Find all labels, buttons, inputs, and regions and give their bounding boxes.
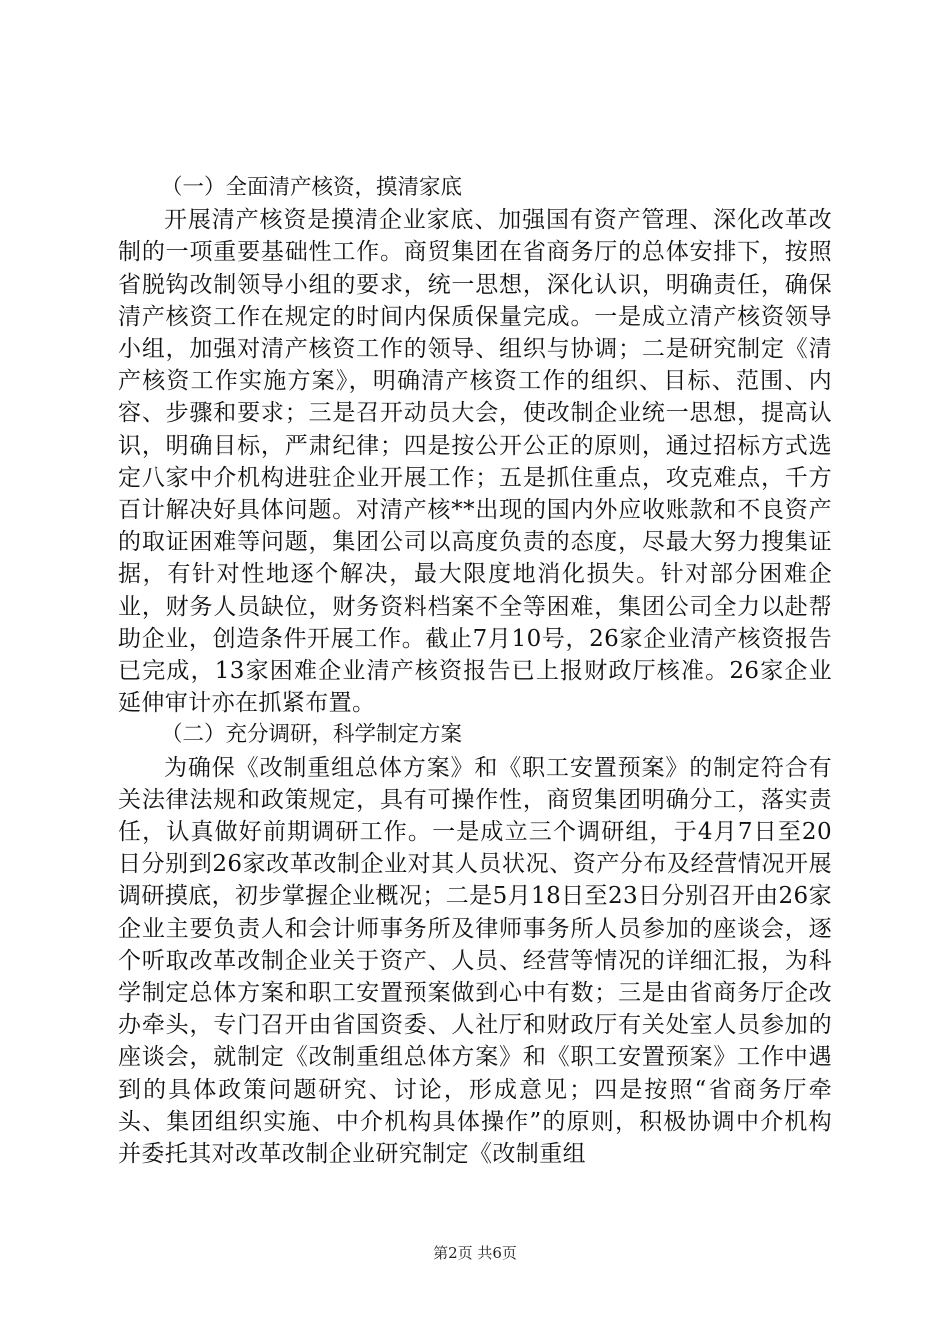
document-body — [118, 172, 832, 1170]
section-1-heading: （一）全面清产核资，摸清家底 — [161, 175, 463, 200]
page-footer: 第2页 共6页 — [433, 1244, 517, 1262]
section-2-paragraph: 为确保《改制重组总体方案》和《职工安置预案》的制定符合有关法律法规和政策规定，具有可操作性，商贸集团明确分工，落实责任，认真做好前期调研工作。一是成立三个调研组，于4月7日至20日分别到26家改革改制企业对其人员状况、资产分布及经营情况开展调研摸底，初步掌握企业概况；二是5月18日至23日分别召开由26家企业主要负责人和会计师事务所及律师事务所人员参加的座谈会，逐个听取改革改制企业关于资产、人员、经营等情况的详细汇报，为科学制定总体方案和职工安置预案做到心中有数；三是由省商务厅企改办牵头，专门召开由省国资委、人社厅和财政厅有关处室人员参加的座谈会，就制定《改制重组总体方案》和《职工安置预案》工作中遇到的具体政策问题研究、讨论，形成意见；四是按照“省商务厅牵头、集团组织实施、中介机构具体操作”的原则，积极协调中介机构并委托其对改革改制企业研究制定《改制重组 — [118, 754, 832, 1168]
section-1-paragraph: 开展清产核资是摸清企业家底、加强国有资产管理、深化改革改制的一项重要基础性工作。商贸集团在省商务厅的总体安排下，按照省脱钩改制领导小组的要求，统一思想，深化认识，明确责任，确保清产核资工作在规定的时间内保质保量完成。一是成立清产核资领导小组，加强对清产核资工作的领导、组织与协调；二是研究制定《清产核资工作实施方案》，明确清产核资工作的组织、目标、范围、内容、步骤和要求；三是召开动员大会，使改制企业统一思想，提高认识，明确目标，严肃纪律；四是按公开公正的原则，通过招标方式选定八家中介机构进驻企业开展工作；五是抓住重点，攻克难点，千方百计解决好具体问题。对清产核**出现的国内外应收账款和不良资产的取证困难等问题，集团公司以高度负责的态度，尽最大努力搜集证据，有针对性地逐个解决，最大限度地消化损失。针对部分困难企业，财务人员缺位，财务资料档案不全等困难，集团公司全力以赴帮助企业，创造条件开展工作。截止7月10号，26家企业清产核资报告已完成，13家困难企业清产核资报告已上报财政厅核准。26家企业延伸审计亦在抓紧布置。 — [118, 207, 832, 717]
section-2-heading: （二）充分调研，科学制定方案 — [161, 722, 463, 748]
